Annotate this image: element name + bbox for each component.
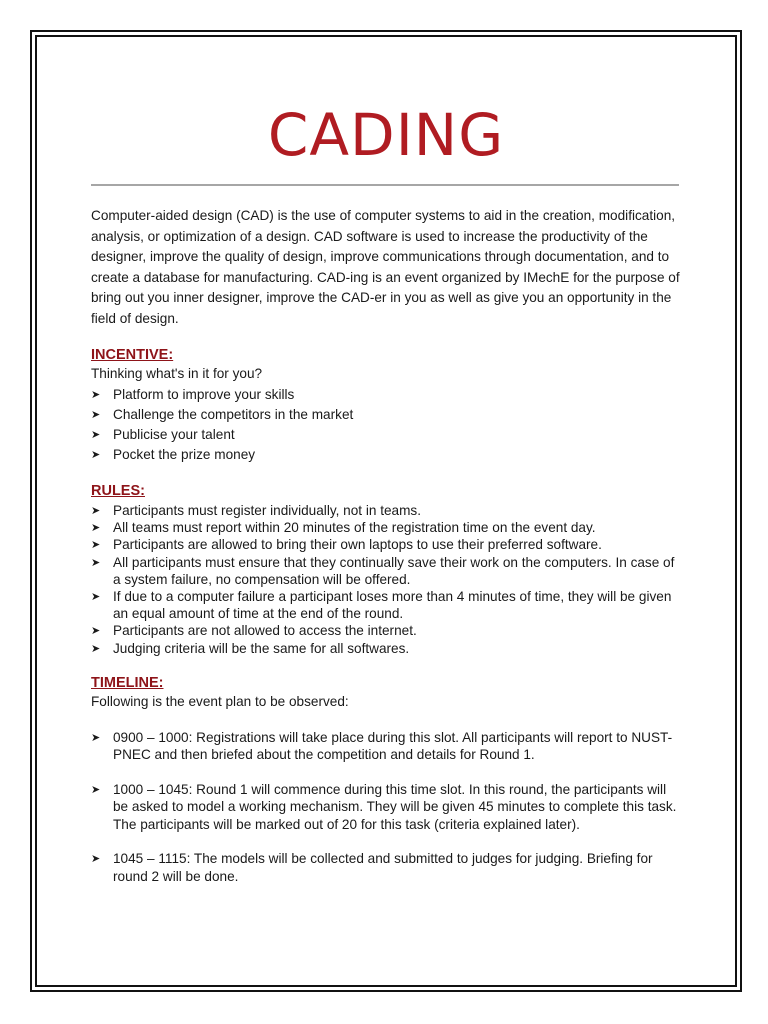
incentive-list	[91, 385, 681, 465]
incentive-heading: INCENTIVE:	[91, 347, 174, 363]
list-item-text: All teams must report within 20 minutes of the registration time on the event day.	[113, 520, 596, 536]
list-item-text: If due to a computer failure a participant loses more than 4 minutes of time, they will be given an equal amount of time at the end of the round.	[113, 589, 672, 622]
rules-section	[91, 482, 681, 657]
arrowhead-bullet-icon: ➤	[91, 448, 101, 461]
list-item	[91, 405, 681, 425]
list-item	[91, 519, 681, 536]
list-item	[91, 502, 681, 519]
document-title: CADING	[267, 101, 505, 169]
arrowhead-bullet-icon: ➤	[91, 504, 101, 517]
title-divider	[91, 184, 679, 186]
list-item	[91, 425, 681, 445]
list-item-text: 1000 – 1045: Round 1 will commence during this time slot. In this round, the participants will be asked to model a working mechanism. They will be given 45 minutes to complete this task. The participants will be marked out of 20 for this task (criteria explained later).	[113, 781, 677, 832]
list-item-text: 0900 – 1000: Registrations will take place during this slot. All participants will report to NUST-PNEC and then briefed about the competition and details for Round 1.	[113, 729, 673, 763]
arrowhead-bullet-icon: ➤	[91, 555, 101, 569]
arrowhead-bullet-icon: ➤	[91, 388, 101, 401]
arrowhead-bullet-icon: ➤	[91, 852, 101, 866]
list-item	[91, 536, 681, 553]
rules-list	[91, 502, 681, 657]
list-item-text: 1045 – 1115: The models will be collected and submitted to judges for judging. Briefing for round 2 will be done.	[113, 851, 653, 884]
list-item-text: Challenge the competitors in the market	[113, 407, 354, 422]
list-item	[91, 385, 681, 405]
arrowhead-bullet-icon: ➤	[91, 428, 101, 441]
list-item-text: Participants are not allowed to access the internet.	[113, 623, 417, 639]
list-item-text: Platform to improve your skills	[113, 387, 295, 402]
list-item	[91, 588, 681, 622]
list-item	[91, 850, 681, 885]
list-item-text: Publicise your talent	[113, 427, 235, 442]
list-item	[91, 445, 681, 465]
incentive-subtext: Thinking what's in it for you?	[91, 366, 263, 381]
arrowhead-bullet-icon: ➤	[91, 641, 101, 655]
arrowhead-bullet-icon: ➤	[91, 624, 101, 638]
timeline-subtext: Following is the event plan to be observed:	[91, 693, 349, 709]
arrowhead-bullet-icon: ➤	[91, 782, 101, 796]
document-content	[91, 100, 681, 885]
intro-paragraph: Computer-aided design (CAD) is the use of computer systems to aid in the creation, modification, analysis, or optimization of a design. CAD software is used to increase the productivity of the designer, improve the quality of design, improve communications through documentation, and to create a database for manufacturing. CAD-ing is an event organized by IMechE for the purpose of bring out you inner designer, improve the CAD-er in you as well as give you an opportunity in the field of design.	[91, 208, 680, 326]
incentive-section	[91, 346, 681, 465]
list-item-text: Participants are allowed to bring their own laptops to use their preferred software.	[113, 537, 602, 553]
list-item-text: Participants must register individually, not in teams.	[113, 503, 422, 518]
list-item	[91, 554, 681, 588]
list-item	[91, 781, 681, 834]
list-item-text: Pocket the prize money	[113, 447, 256, 462]
arrowhead-bullet-icon: ➤	[91, 538, 101, 552]
list-item-text: All participants must ensure that they continually save their work on the computers. In case of a system failure, no compensation will be offered.	[113, 554, 675, 587]
timeline-section	[91, 674, 681, 886]
arrowhead-bullet-icon: ➤	[91, 408, 101, 421]
list-item	[91, 622, 681, 639]
list-item	[91, 640, 681, 657]
arrowhead-bullet-icon: ➤	[91, 590, 101, 604]
list-item	[91, 729, 681, 764]
rules-heading: RULES:	[91, 483, 145, 499]
arrowhead-bullet-icon: ➤	[91, 521, 101, 535]
list-item-text: Judging criteria will be the same for all softwares.	[113, 640, 410, 656]
timeline-list	[91, 729, 681, 886]
timeline-heading: TIMELINE:	[91, 674, 164, 691]
arrowhead-bullet-icon: ➤	[91, 730, 101, 744]
